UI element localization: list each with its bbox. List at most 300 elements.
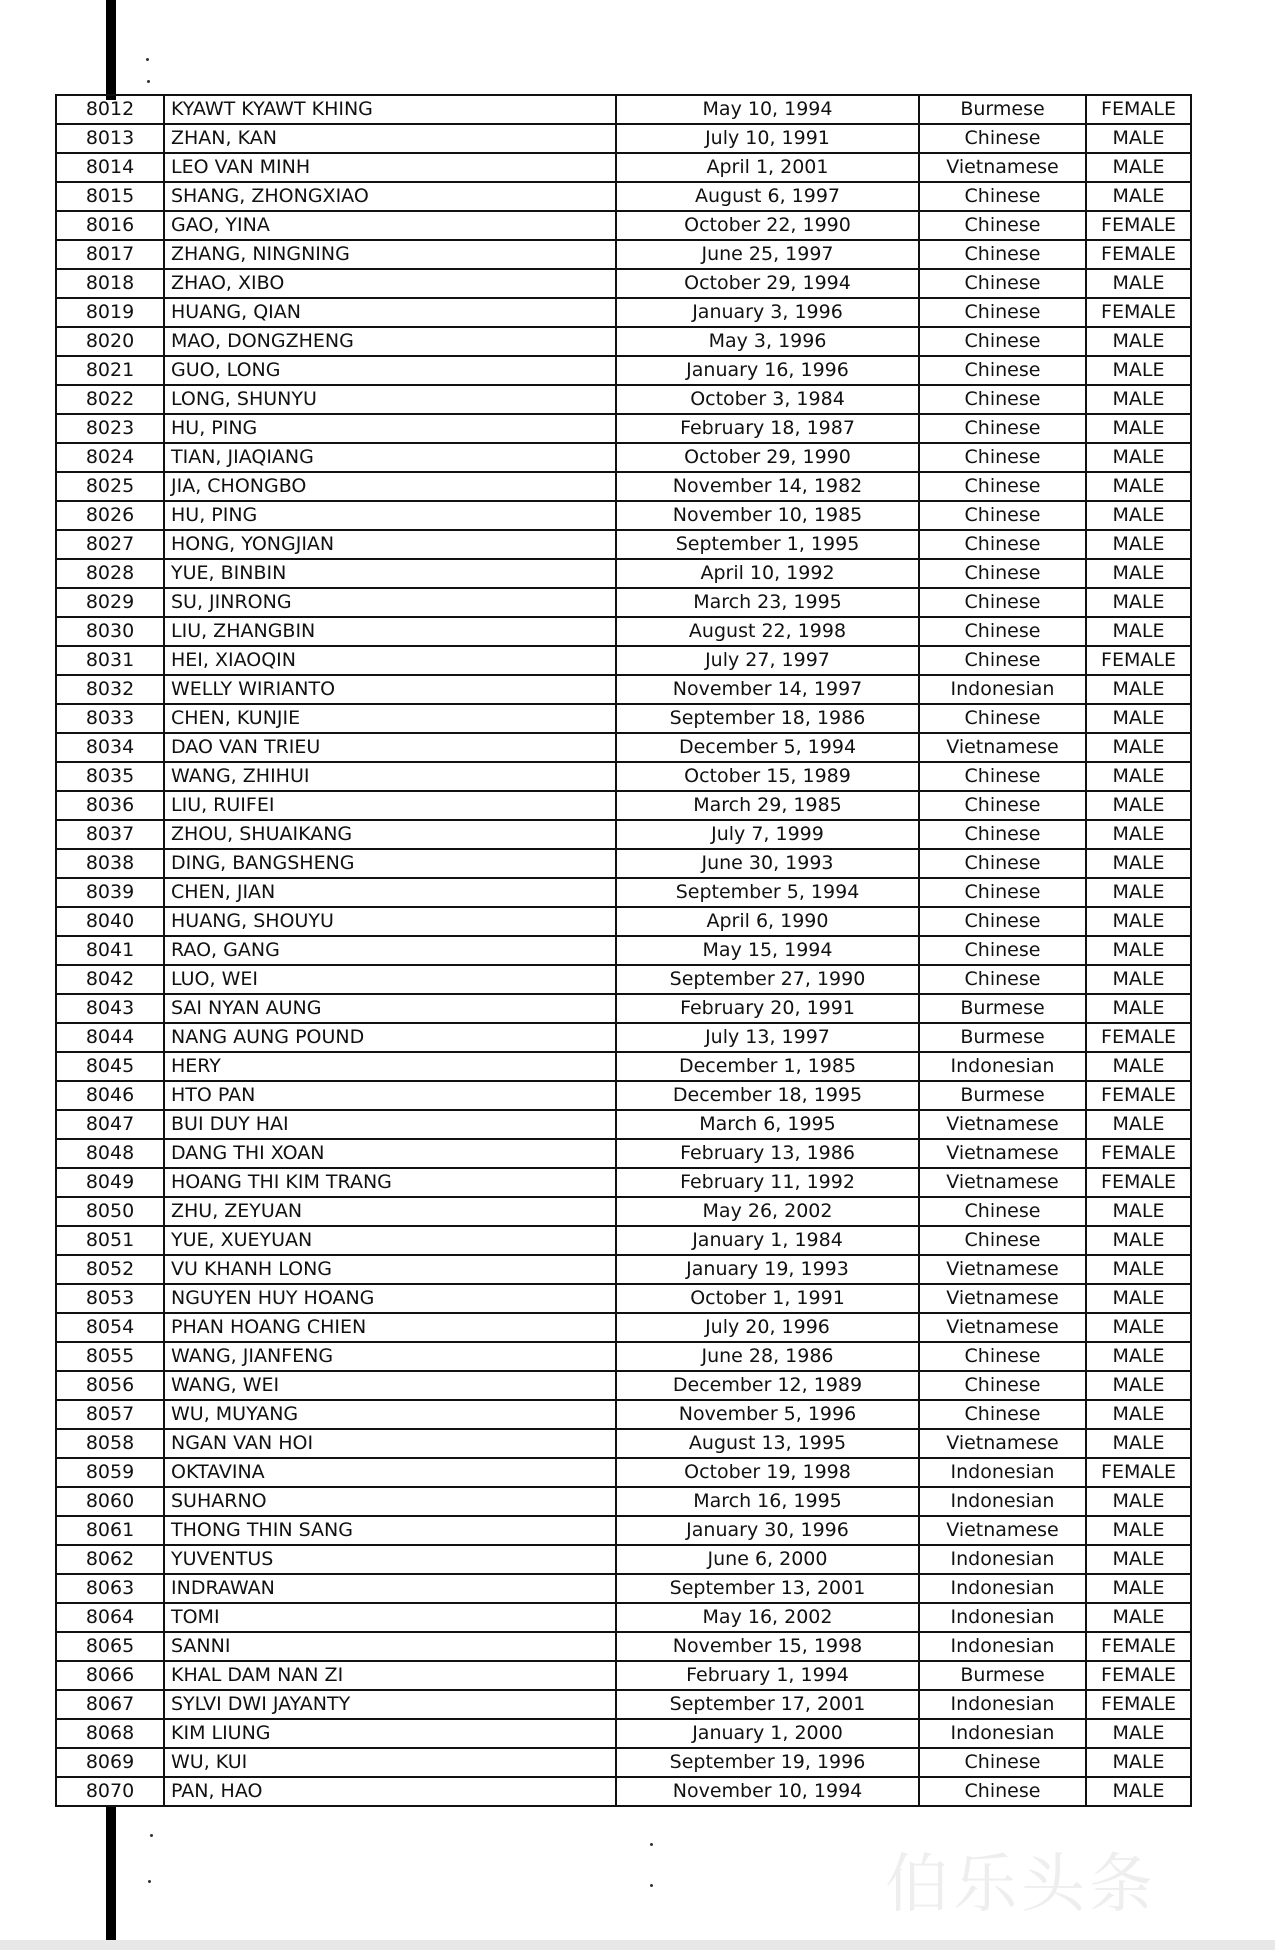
record-nationality-cell: Vietnamese (919, 733, 1086, 762)
record-name-cell: ZHAO, XIBO (164, 269, 616, 298)
record-name-cell: ZHANG, NINGNING (164, 240, 616, 269)
record-name-cell: LONG, SHUNYU (164, 385, 616, 414)
record-birth-date-cell: June 6, 2000 (616, 1545, 919, 1574)
record-birth-date-cell: April 10, 1992 (616, 559, 919, 588)
record-sex-cell: MALE (1086, 356, 1191, 385)
record-id-cell: 8051 (56, 1226, 164, 1255)
record-name-cell: SANNI (164, 1632, 616, 1661)
record-nationality-cell: Chinese (919, 501, 1086, 530)
table-row (56, 269, 1191, 298)
record-birth-date-cell: November 5, 1996 (616, 1400, 919, 1429)
record-birth-date-cell: March 29, 1985 (616, 791, 919, 820)
record-sex-cell: MALE (1086, 588, 1191, 617)
record-nationality-cell: Chinese (919, 820, 1086, 849)
record-nationality-cell: Chinese (919, 1777, 1086, 1806)
table-row (56, 1226, 1191, 1255)
table-row (56, 617, 1191, 646)
record-nationality-cell: Vietnamese (919, 153, 1086, 182)
record-birth-date-cell: October 22, 1990 (616, 211, 919, 240)
record-sex-cell: MALE (1086, 327, 1191, 356)
record-nationality-cell: Indonesian (919, 1719, 1086, 1748)
record-birth-date-cell: March 6, 1995 (616, 1110, 919, 1139)
scan-speck (148, 1880, 151, 1883)
record-name-cell: BUI DUY HAI (164, 1110, 616, 1139)
record-birth-date-cell: November 15, 1998 (616, 1632, 919, 1661)
record-birth-date-cell: March 16, 1995 (616, 1487, 919, 1516)
table-row (56, 356, 1191, 385)
record-id-cell: 8066 (56, 1661, 164, 1690)
record-birth-date-cell: November 10, 1985 (616, 501, 919, 530)
record-name-cell: HU, PING (164, 414, 616, 443)
record-sex-cell: MALE (1086, 1371, 1191, 1400)
record-name-cell: WU, MUYANG (164, 1400, 616, 1429)
table-row (56, 95, 1191, 124)
table-row (56, 211, 1191, 240)
record-id-cell: 8023 (56, 414, 164, 443)
record-birth-date-cell: November 14, 1997 (616, 675, 919, 704)
record-sex-cell: MALE (1086, 1748, 1191, 1777)
record-name-cell: GAO, YINA (164, 211, 616, 240)
record-sex-cell: MALE (1086, 1603, 1191, 1632)
record-nationality-cell: Chinese (919, 124, 1086, 153)
record-id-cell: 8061 (56, 1516, 164, 1545)
record-id-cell: 8047 (56, 1110, 164, 1139)
table-row (56, 1748, 1191, 1777)
table-row (56, 1661, 1191, 1690)
record-nationality-cell: Chinese (919, 791, 1086, 820)
record-id-cell: 8065 (56, 1632, 164, 1661)
record-id-cell: 8069 (56, 1748, 164, 1777)
record-sex-cell: FEMALE (1086, 1023, 1191, 1052)
record-id-cell: 8029 (56, 588, 164, 617)
table-row (56, 762, 1191, 791)
table-row (56, 1052, 1191, 1081)
table-row (56, 1487, 1191, 1516)
record-birth-date-cell: October 29, 1994 (616, 269, 919, 298)
record-sex-cell: MALE (1086, 1400, 1191, 1429)
record-birth-date-cell: December 12, 1989 (616, 1371, 919, 1400)
record-birth-date-cell: June 28, 1986 (616, 1342, 919, 1371)
record-sex-cell: FEMALE (1086, 240, 1191, 269)
record-id-cell: 8028 (56, 559, 164, 588)
record-id-cell: 8027 (56, 530, 164, 559)
table-row (56, 1603, 1191, 1632)
record-birth-date-cell: February 1, 1994 (616, 1661, 919, 1690)
record-name-cell: INDRAWAN (164, 1574, 616, 1603)
record-id-cell: 8015 (56, 182, 164, 211)
record-name-cell: SYLVI DWI JAYANTY (164, 1690, 616, 1719)
roster-table (55, 94, 1192, 1807)
record-sex-cell: MALE (1086, 1255, 1191, 1284)
table-row (56, 327, 1191, 356)
record-name-cell: OKTAVINA (164, 1458, 616, 1487)
table-row (56, 1458, 1191, 1487)
record-birth-date-cell: October 29, 1990 (616, 443, 919, 472)
record-nationality-cell: Chinese (919, 414, 1086, 443)
record-birth-date-cell: May 26, 2002 (616, 1197, 919, 1226)
record-sex-cell: MALE (1086, 530, 1191, 559)
record-nationality-cell: Chinese (919, 472, 1086, 501)
record-birth-date-cell: May 3, 1996 (616, 327, 919, 356)
record-name-cell: WANG, WEI (164, 1371, 616, 1400)
record-nationality-cell: Chinese (919, 588, 1086, 617)
record-nationality-cell: Chinese (919, 356, 1086, 385)
table-row (56, 1255, 1191, 1284)
scan-bottom-edge (0, 1940, 1275, 1950)
record-sex-cell: MALE (1086, 617, 1191, 646)
record-nationality-cell: Vietnamese (919, 1168, 1086, 1197)
record-name-cell: ZHAN, KAN (164, 124, 616, 153)
record-nationality-cell: Chinese (919, 530, 1086, 559)
record-name-cell: YUE, XUEYUAN (164, 1226, 616, 1255)
record-name-cell: PHAN HOANG CHIEN (164, 1313, 616, 1342)
record-nationality-cell: Chinese (919, 849, 1086, 878)
record-sex-cell: MALE (1086, 1516, 1191, 1545)
record-birth-date-cell: February 20, 1991 (616, 994, 919, 1023)
record-name-cell: SAI NYAN AUNG (164, 994, 616, 1023)
record-birth-date-cell: December 18, 1995 (616, 1081, 919, 1110)
record-sex-cell: MALE (1086, 936, 1191, 965)
record-id-cell: 8060 (56, 1487, 164, 1516)
table-row (56, 1284, 1191, 1313)
record-sex-cell: FEMALE (1086, 1661, 1191, 1690)
record-name-cell: WANG, JIANFENG (164, 1342, 616, 1371)
table-row (56, 1371, 1191, 1400)
record-nationality-cell: Chinese (919, 907, 1086, 936)
binding-edge-top (106, 0, 116, 100)
record-id-cell: 8033 (56, 704, 164, 733)
record-name-cell: HOANG THI KIM TRANG (164, 1168, 616, 1197)
record-id-cell: 8043 (56, 994, 164, 1023)
record-nationality-cell: Indonesian (919, 1458, 1086, 1487)
record-birth-date-cell: August 22, 1998 (616, 617, 919, 646)
table-row (56, 704, 1191, 733)
record-id-cell: 8058 (56, 1429, 164, 1458)
table-row (56, 588, 1191, 617)
table-row (56, 791, 1191, 820)
record-id-cell: 8049 (56, 1168, 164, 1197)
record-nationality-cell: Burmese (919, 1081, 1086, 1110)
record-nationality-cell: Burmese (919, 95, 1086, 124)
record-birth-date-cell: August 6, 1997 (616, 182, 919, 211)
record-nationality-cell: Indonesian (919, 1632, 1086, 1661)
record-birth-date-cell: July 27, 1997 (616, 646, 919, 675)
record-name-cell: ZHU, ZEYUAN (164, 1197, 616, 1226)
record-sex-cell: FEMALE (1086, 1139, 1191, 1168)
table-row (56, 1342, 1191, 1371)
record-id-cell: 8035 (56, 762, 164, 791)
scan-speck (650, 1884, 653, 1887)
record-sex-cell: MALE (1086, 820, 1191, 849)
record-birth-date-cell: December 1, 1985 (616, 1052, 919, 1081)
record-id-cell: 8070 (56, 1777, 164, 1806)
record-sex-cell: MALE (1086, 1545, 1191, 1574)
table-row (56, 1400, 1191, 1429)
table-row (56, 414, 1191, 443)
table-row (56, 501, 1191, 530)
record-sex-cell: MALE (1086, 994, 1191, 1023)
record-sex-cell: FEMALE (1086, 95, 1191, 124)
record-name-cell: NGUYEN HUY HOANG (164, 1284, 616, 1313)
binding-edge-bottom (106, 1806, 116, 1942)
record-sex-cell: MALE (1086, 878, 1191, 907)
record-nationality-cell: Vietnamese (919, 1313, 1086, 1342)
record-name-cell: JIA, CHONGBO (164, 472, 616, 501)
record-id-cell: 8013 (56, 124, 164, 153)
table-row (56, 124, 1191, 153)
record-nationality-cell: Chinese (919, 646, 1086, 675)
record-id-cell: 8017 (56, 240, 164, 269)
record-name-cell: HONG, YONGJIAN (164, 530, 616, 559)
record-sex-cell: MALE (1086, 1284, 1191, 1313)
record-id-cell: 8068 (56, 1719, 164, 1748)
record-nationality-cell: Chinese (919, 1371, 1086, 1400)
record-birth-date-cell: December 5, 1994 (616, 733, 919, 762)
record-nationality-cell: Indonesian (919, 1690, 1086, 1719)
record-id-cell: 8025 (56, 472, 164, 501)
record-sex-cell: FEMALE (1086, 1081, 1191, 1110)
record-nationality-cell: Chinese (919, 385, 1086, 414)
record-sex-cell: FEMALE (1086, 298, 1191, 327)
record-birth-date-cell: July 10, 1991 (616, 124, 919, 153)
record-name-cell: ZHOU, SHUAIKANG (164, 820, 616, 849)
table-row (56, 1690, 1191, 1719)
table-row (56, 1023, 1191, 1052)
record-id-cell: 8012 (56, 95, 164, 124)
record-birth-date-cell: February 13, 1986 (616, 1139, 919, 1168)
record-id-cell: 8016 (56, 211, 164, 240)
record-id-cell: 8020 (56, 327, 164, 356)
record-nationality-cell: Chinese (919, 762, 1086, 791)
record-nationality-cell: Vietnamese (919, 1516, 1086, 1545)
record-name-cell: HUANG, QIAN (164, 298, 616, 327)
record-birth-date-cell: February 11, 1992 (616, 1168, 919, 1197)
record-id-cell: 8048 (56, 1139, 164, 1168)
record-nationality-cell: Vietnamese (919, 1255, 1086, 1284)
table-row (56, 443, 1191, 472)
table-row (56, 1110, 1191, 1139)
table-row (56, 878, 1191, 907)
record-id-cell: 8021 (56, 356, 164, 385)
record-sex-cell: MALE (1086, 1429, 1191, 1458)
record-id-cell: 8018 (56, 269, 164, 298)
table-row (56, 1777, 1191, 1806)
record-name-cell: KHAL DAM NAN ZI (164, 1661, 616, 1690)
table-row (56, 675, 1191, 704)
record-birth-date-cell: November 14, 1982 (616, 472, 919, 501)
table-row (56, 240, 1191, 269)
record-birth-date-cell: October 3, 1984 (616, 385, 919, 414)
record-nationality-cell: Chinese (919, 211, 1086, 240)
record-name-cell: KIM LIUNG (164, 1719, 616, 1748)
table-row (56, 1545, 1191, 1574)
table-row (56, 530, 1191, 559)
record-nationality-cell: Chinese (919, 1748, 1086, 1777)
record-id-cell: 8040 (56, 907, 164, 936)
record-name-cell: SU, JINRONG (164, 588, 616, 617)
scan-speck (650, 1843, 653, 1846)
record-name-cell: LEO VAN MINH (164, 153, 616, 182)
record-name-cell: CHEN, JIAN (164, 878, 616, 907)
record-sex-cell: MALE (1086, 762, 1191, 791)
record-sex-cell: FEMALE (1086, 1458, 1191, 1487)
record-nationality-cell: Chinese (919, 443, 1086, 472)
record-nationality-cell: Chinese (919, 269, 1086, 298)
record-id-cell: 8046 (56, 1081, 164, 1110)
record-name-cell: HEI, XIAOQIN (164, 646, 616, 675)
record-birth-date-cell: May 10, 1994 (616, 95, 919, 124)
record-birth-date-cell: January 1, 1984 (616, 1226, 919, 1255)
record-sex-cell: MALE (1086, 1719, 1191, 1748)
table-row (56, 1632, 1191, 1661)
record-name-cell: LIU, RUIFEI (164, 791, 616, 820)
record-sex-cell: MALE (1086, 907, 1191, 936)
record-nationality-cell: Vietnamese (919, 1139, 1086, 1168)
record-name-cell: TIAN, JIAQIANG (164, 443, 616, 472)
record-id-cell: 8057 (56, 1400, 164, 1429)
record-sex-cell: MALE (1086, 849, 1191, 878)
scan-speck (147, 80, 150, 83)
record-sex-cell: MALE (1086, 182, 1191, 211)
record-id-cell: 8039 (56, 878, 164, 907)
record-name-cell: WELLY WIRIANTO (164, 675, 616, 704)
record-name-cell: VU KHANH LONG (164, 1255, 616, 1284)
record-name-cell: KYAWT KYAWT KHING (164, 95, 616, 124)
record-nationality-cell: Indonesian (919, 1487, 1086, 1516)
record-birth-date-cell: September 18, 1986 (616, 704, 919, 733)
table-row (56, 1139, 1191, 1168)
record-name-cell: HUANG, SHOUYU (164, 907, 616, 936)
record-birth-date-cell: September 19, 1996 (616, 1748, 919, 1777)
record-sex-cell: FEMALE (1086, 1632, 1191, 1661)
record-birth-date-cell: September 27, 1990 (616, 965, 919, 994)
table-row (56, 1168, 1191, 1197)
record-sex-cell: MALE (1086, 733, 1191, 762)
record-id-cell: 8036 (56, 791, 164, 820)
record-id-cell: 8064 (56, 1603, 164, 1632)
record-nationality-cell: Chinese (919, 1197, 1086, 1226)
record-sex-cell: MALE (1086, 1313, 1191, 1342)
record-id-cell: 8014 (56, 153, 164, 182)
record-sex-cell: MALE (1086, 472, 1191, 501)
record-id-cell: 8062 (56, 1545, 164, 1574)
record-birth-date-cell: October 1, 1991 (616, 1284, 919, 1313)
record-name-cell: NGAN VAN HOI (164, 1429, 616, 1458)
record-nationality-cell: Chinese (919, 1400, 1086, 1429)
record-sex-cell: FEMALE (1086, 211, 1191, 240)
watermark-logo: 伯乐头条 (885, 1848, 1157, 1922)
record-nationality-cell: Burmese (919, 1661, 1086, 1690)
record-name-cell: RAO, GANG (164, 936, 616, 965)
record-sex-cell: MALE (1086, 414, 1191, 443)
record-nationality-cell: Vietnamese (919, 1429, 1086, 1458)
record-name-cell: THONG THIN SANG (164, 1516, 616, 1545)
table-row (56, 1429, 1191, 1458)
table-row (56, 1574, 1191, 1603)
record-sex-cell: FEMALE (1086, 646, 1191, 675)
record-birth-date-cell: September 5, 1994 (616, 878, 919, 907)
table-row (56, 1081, 1191, 1110)
record-sex-cell: MALE (1086, 704, 1191, 733)
record-id-cell: 8050 (56, 1197, 164, 1226)
table-row (56, 182, 1191, 211)
record-name-cell: PAN, HAO (164, 1777, 616, 1806)
record-name-cell: LIU, ZHANGBIN (164, 617, 616, 646)
table-row (56, 1719, 1191, 1748)
record-name-cell: MAO, DONGZHENG (164, 327, 616, 356)
table-row (56, 849, 1191, 878)
record-sex-cell: MALE (1086, 559, 1191, 588)
record-birth-date-cell: January 19, 1993 (616, 1255, 919, 1284)
record-id-cell: 8042 (56, 965, 164, 994)
record-id-cell: 8045 (56, 1052, 164, 1081)
record-sex-cell: FEMALE (1086, 1690, 1191, 1719)
record-birth-date-cell: February 18, 1987 (616, 414, 919, 443)
record-sex-cell: MALE (1086, 501, 1191, 530)
record-id-cell: 8038 (56, 849, 164, 878)
table-row (56, 907, 1191, 936)
record-name-cell: HU, PING (164, 501, 616, 530)
record-birth-date-cell: April 6, 1990 (616, 907, 919, 936)
record-id-cell: 8052 (56, 1255, 164, 1284)
record-id-cell: 8030 (56, 617, 164, 646)
table-row (56, 385, 1191, 414)
record-sex-cell: MALE (1086, 1487, 1191, 1516)
record-nationality-cell: Burmese (919, 994, 1086, 1023)
record-id-cell: 8024 (56, 443, 164, 472)
record-birth-date-cell: May 16, 2002 (616, 1603, 919, 1632)
record-sex-cell: MALE (1086, 153, 1191, 182)
record-name-cell: CHEN, KUNJIE (164, 704, 616, 733)
record-sex-cell: MALE (1086, 385, 1191, 414)
scan-speck (146, 58, 149, 61)
record-nationality-cell: Indonesian (919, 1603, 1086, 1632)
record-sex-cell: MALE (1086, 1226, 1191, 1255)
record-name-cell: DANG THI XOAN (164, 1139, 616, 1168)
record-name-cell: SHANG, ZHONGXIAO (164, 182, 616, 211)
record-id-cell: 8031 (56, 646, 164, 675)
record-sex-cell: MALE (1086, 124, 1191, 153)
record-birth-date-cell: June 30, 1993 (616, 849, 919, 878)
record-name-cell: TOMI (164, 1603, 616, 1632)
record-nationality-cell: Chinese (919, 327, 1086, 356)
record-nationality-cell: Vietnamese (919, 1110, 1086, 1139)
roster-table-body (56, 95, 1191, 1806)
table-row (56, 1197, 1191, 1226)
record-nationality-cell: Indonesian (919, 1545, 1086, 1574)
record-name-cell: GUO, LONG (164, 356, 616, 385)
table-row (56, 820, 1191, 849)
record-nationality-cell: Chinese (919, 1342, 1086, 1371)
record-birth-date-cell: January 1, 2000 (616, 1719, 919, 1748)
record-birth-date-cell: January 30, 1996 (616, 1516, 919, 1545)
record-name-cell: DING, BANGSHENG (164, 849, 616, 878)
record-name-cell: WANG, ZHIHUI (164, 762, 616, 791)
record-sex-cell: MALE (1086, 791, 1191, 820)
record-name-cell: SUHARNO (164, 1487, 616, 1516)
record-birth-date-cell: September 1, 1995 (616, 530, 919, 559)
record-id-cell: 8044 (56, 1023, 164, 1052)
record-nationality-cell: Chinese (919, 704, 1086, 733)
record-name-cell: HERY (164, 1052, 616, 1081)
record-nationality-cell: Chinese (919, 298, 1086, 327)
record-id-cell: 8055 (56, 1342, 164, 1371)
record-nationality-cell: Chinese (919, 617, 1086, 646)
record-nationality-cell: Chinese (919, 965, 1086, 994)
record-id-cell: 8041 (56, 936, 164, 965)
table-row (56, 559, 1191, 588)
record-id-cell: 8067 (56, 1690, 164, 1719)
